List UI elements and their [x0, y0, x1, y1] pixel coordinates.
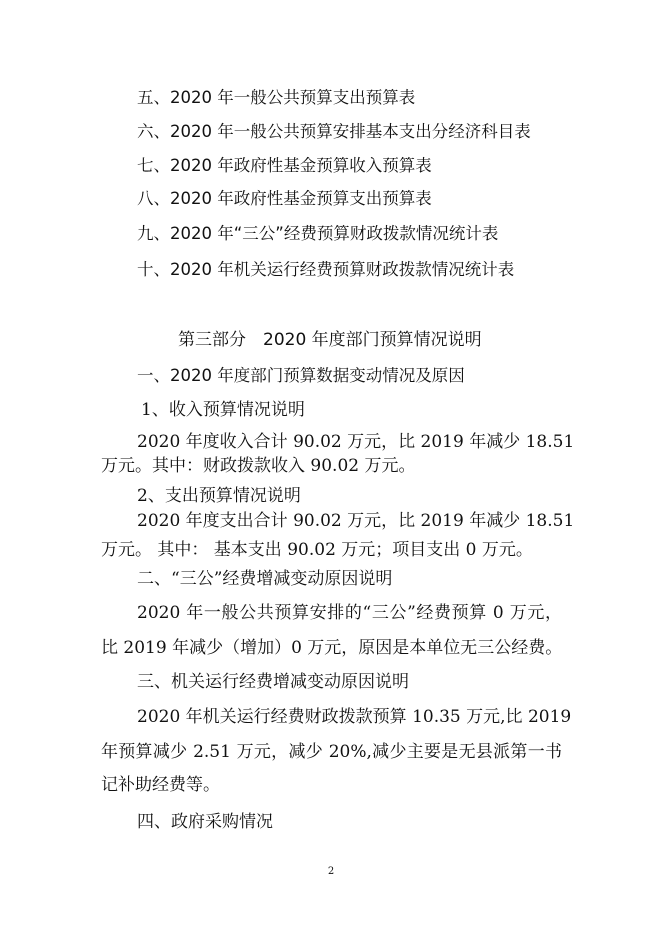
- paragraph-line: 比 2019 年减少（增加）0 万元，原因是本单位无三公经费。: [101, 638, 563, 658]
- toc-item: 六、2020 年一般公共预算安排基本支出分经济科目表: [137, 122, 531, 141]
- subsection-heading: 2、支出预算情况说明: [137, 486, 301, 506]
- paragraph-line: 2020 年一般公共预算安排的“三公”经费预算 0 万元，: [137, 603, 562, 623]
- toc-item: 九、2020 年“三公”经费预算财政拨款情况统计表: [137, 224, 499, 243]
- paragraph-line: 2020 年机关运行经费财政拨款预算 10.35 万元,比 2019: [137, 707, 572, 727]
- paragraph-line: 万元。 其中： 基本支出 90.02 万元；项目支出 0 万元。: [101, 540, 533, 560]
- subsection-heading: 1、收入预算情况说明: [141, 400, 305, 420]
- page-number: 2: [327, 866, 335, 877]
- section-heading: 一、2020 年度部门预算数据变动情况及原因: [137, 366, 465, 385]
- toc-item: 八、2020 年政府性基金预算支出预算表: [137, 189, 432, 208]
- section-heading: 四、政府采购情况: [137, 812, 273, 832]
- toc-item: 十、2020 年机关运行经费预算财政拨款情况统计表: [137, 260, 515, 279]
- section-heading: 二、“三公”经费增减变动原因说明: [137, 569, 393, 589]
- toc-item: 七、2020 年政府性基金预算收入预算表: [137, 156, 432, 175]
- paragraph-line: 年预算减少 2.51 万元，减少 20%,减少主要是无县派第一书: [101, 742, 562, 762]
- paragraph-line: 记补助经费等。: [101, 775, 220, 795]
- section-heading: 三、机关运行经费增减变动原因说明: [137, 672, 409, 692]
- part-title: 第三部分 2020 年度部门预算情况说明: [178, 330, 482, 350]
- paragraph-line: 2020 年度支出合计 90.02 万元，比 2019 年减少 18.51: [137, 511, 575, 531]
- paragraph-line: 2020 年度收入合计 90.02 万元，比 2019 年减少 18.51: [137, 432, 575, 452]
- toc-item: 五、2020 年一般公共预算支出预算表: [137, 88, 416, 107]
- paragraph-line: 万元。其中：财政拨款收入 90.02 万元。: [101, 456, 416, 476]
